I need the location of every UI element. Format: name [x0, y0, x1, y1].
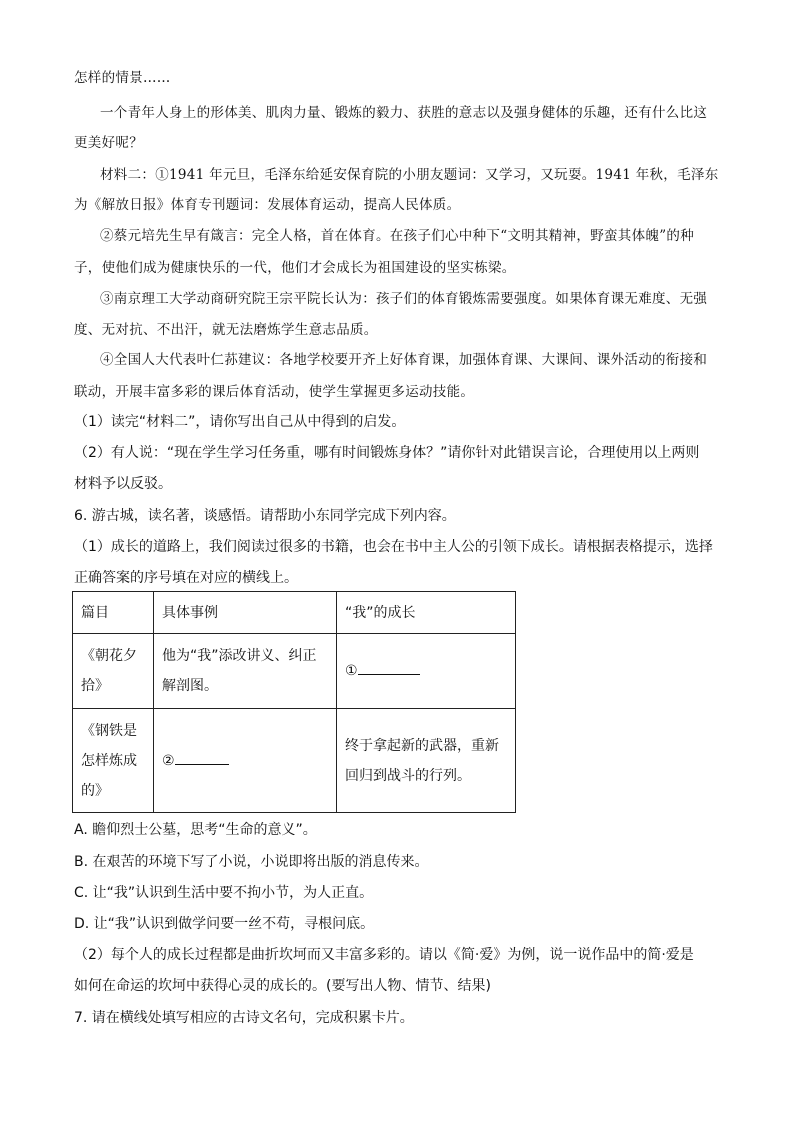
header-event: 具体事例 [154, 592, 337, 634]
row1-event-line-b: 解剖图。 [162, 678, 218, 694]
row1-event [154, 634, 337, 709]
row2-event [154, 709, 337, 813]
reading-growth-table [72, 591, 516, 813]
row1-growth [337, 634, 516, 709]
material-two-item2-a: ②蔡元培先生早有箴言：完全人格，首在体育。在孩子们心中种下“文明其精神，野蛮其体魄”的种 [100, 228, 695, 244]
option-b: B. 在艰苦的环境下写了小说，小说即将出版的消息传来。 [74, 854, 429, 870]
material-two-item4-b: 联动，开展丰富多彩的课后体育活动，使学生掌握更多运动技能。 [74, 384, 475, 400]
table-header-row [73, 592, 516, 634]
row1-event-line-a: 他为“我”添改讲义、纠正 [162, 648, 317, 664]
answer-blank-2[interactable] [175, 750, 229, 765]
material-two-item3-b: 度、无对抗、不出汗，就无法磨炼学生意志品质。 [74, 322, 378, 338]
row1-book [73, 634, 154, 709]
q7-title: 7. 请在横线处填写相应的古诗文名句，完成积累卡片。 [74, 1010, 414, 1026]
row1-book-line-b: 拾》 [81, 678, 109, 694]
material-two-item3-a: ③南京理工大学动商研究院王宗平院长认为：孩子们的体育锻炼需要强度。如果体育课无难度、无强 [100, 291, 708, 307]
q6-title: 6. 游古城，读名著，谈感悟。请帮助小东同学完成下列内容。 [74, 508, 456, 524]
blank-2-marker: ② [162, 752, 175, 769]
material-one-line: 怎样的情景…… [74, 70, 171, 86]
q5-sub1: （1）读完“材料二”，请你写出自己从中得到的启发。 [74, 414, 406, 430]
header-growth: “我”的成长 [337, 592, 516, 634]
blank-1-marker: ① [345, 663, 358, 679]
row2-growth-line-a: 终于拿起新的武器，重新 [345, 737, 499, 754]
header-book: 篇目 [73, 592, 154, 634]
row2-book [73, 709, 154, 813]
row2-growth-line-b: 回归到战斗的行列。 [345, 767, 471, 784]
row2-book-line-c: 的》 [81, 782, 109, 799]
row1-book-line-a: 《朝花夕 [81, 648, 137, 664]
q5-sub2-a: （2）有人说：“现在学生学习任务重，哪有时间锻炼身体？”请你针对此错误言论，合理使用以上两则 [74, 445, 700, 461]
q5-sub2-b: 材料予以反驳。 [74, 476, 172, 492]
material-one-paragraph-b: 更美好呢？ [74, 135, 143, 151]
option-c: C. 让“我”认识到生活中要不拘小节，为人正直。 [74, 885, 374, 901]
material-two-item4-a: ④全国人大代表叶仁荪建议：各地学校要开齐上好体育课，加强体育课、大课间、课外活动的衔接和 [100, 352, 708, 368]
answer-blank-1[interactable] [358, 660, 420, 675]
row2-growth [337, 709, 516, 813]
material-one-paragraph-a: 一个青年人身上的形体美、肌肉力量、锻炼的毅力、获胜的意志以及强身健体的乐趣，还有什么比这 [100, 105, 708, 121]
material-two-item1-b: 为《解放日报》体育专刊题词：发展体育运动，提高人民体质。 [74, 197, 461, 213]
row2-book-line-a: 《钢铁是 [81, 722, 137, 739]
option-a: A. 瞻仰烈士公墓，思考“生命的意义”。 [74, 822, 317, 838]
row2-book-line-b: 怎样炼成 [81, 752, 137, 769]
q6-sub2-a: （2）每个人的成长过程都是曲折坎坷而又丰富多彩的。请以《简·爱》为例，说一说作品中的简·爱是 [74, 947, 694, 963]
material-two-item1-a: 材料二：①1941 年元旦，毛泽东给延安保育院的小朋友题词：又学习，又玩耍。1941 年秋，毛泽东 [100, 167, 719, 183]
q6-sub1-a: （1）成长的道路上，我们阅读过很多的书籍，也会在书中主人公的引领下成长。请根据表格提示，选择 [74, 539, 713, 555]
material-two-item2-b: 子，使他们成为健康快乐的一代，他们才会成长为祖国建设的坚实栋梁。 [74, 260, 516, 276]
table-row [73, 709, 516, 813]
table-row [73, 634, 516, 709]
q6-sub1-b: 正确答案的序号填在对应的横线上。 [74, 570, 298, 586]
option-d: D. 让“我”认识到做学问要一丝不苟，寻根问底。 [74, 916, 375, 932]
q6-sub2-b: 如何在命运的坎坷中获得心灵的成长的。(要写出人物、情节、结果) [74, 978, 491, 994]
